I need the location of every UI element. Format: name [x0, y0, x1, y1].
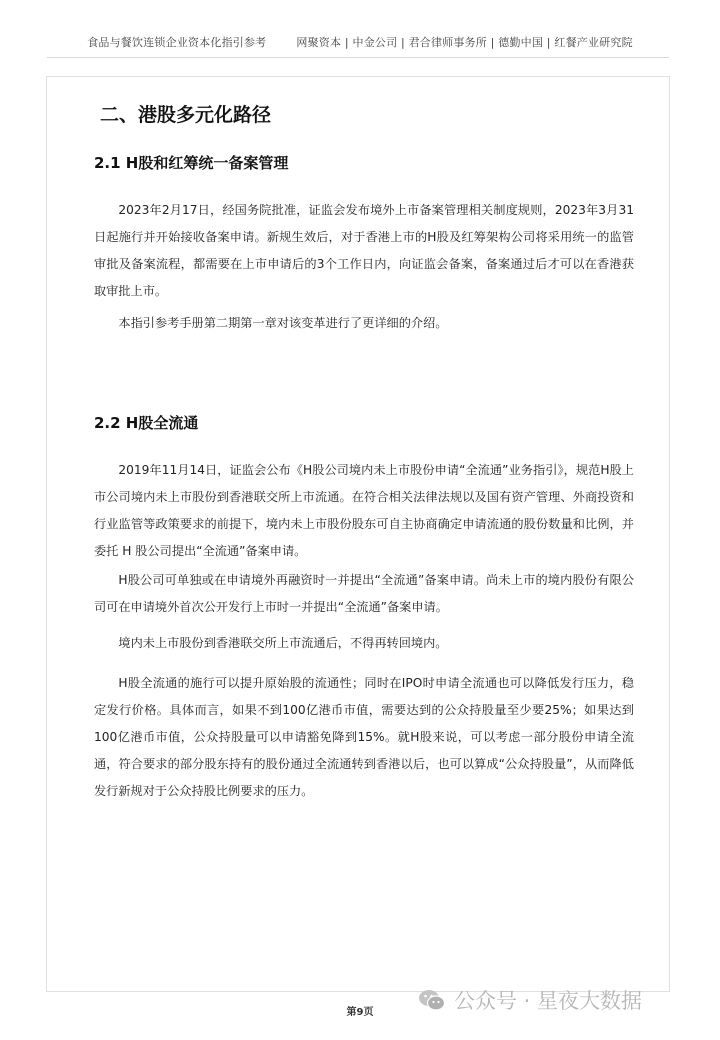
paragraph: 2019年11月14日，证监会公布《H股公司境内未上市股份申请“全流通”业务指引》，规范H股上市公司境内未上市股份到香港联交所上市流通。在符合相关法律法规以及国有资产管理、外商投资和行业监管等政策要求的前提下，境内未上市股份股东可自主协商确定申请流通的股份数量和比例，并委托 H 股公司提出“全流通”备案申请。 — [94, 463, 634, 558]
watermark-text: 公众号 · 星夜大数据 — [454, 989, 643, 1013]
paragraph: 境内未上市股份到香港联交所上市流通后，不得再转回境内。 — [118, 636, 448, 650]
watermark — [418, 985, 642, 1015]
paragraph: 本指引参考手册第二期第一章对该变革进行了更详细的介绍。 — [118, 316, 448, 330]
header-document-title: 食品与餐饮连锁企业资本化指引参考 — [87, 36, 267, 49]
page-header — [0, 34, 720, 50]
subsection-title-2-2: 2.2 H股全流通 — [94, 414, 199, 432]
paragraph: 2023年2月17日，经国务院批准，证监会发布境外上市备案管理相关制度规则，2023年3月31日起施行并开始接收备案申请。新规生效后，对于香港上市的H股及红筹架构公司将采用统一的监管审批及备案流程，都需要在上市申请后的3个工作日内，向证监会备案，备案通过后才可以在香港获取审批上市。 — [94, 203, 634, 298]
wechat-icon — [418, 988, 446, 1012]
paragraph: H股公司可单独或在申请境外再融资时一并提出“全流通”备案申请。尚未上市的境内股份有限公司可在申请境外首次公开发行上市时一并提出“全流通”备案申请。 — [94, 573, 634, 614]
section-title: 二、港股多元化路径 — [100, 104, 272, 126]
header-publishers: 网聚资本 | 中金公司 | 君合律师事务所 | 德勤中国 | 红餐产业研究院 — [296, 36, 633, 49]
subsection-title-2-1: 2.1 H股和红筹统一备案管理 — [94, 154, 289, 172]
paragraph: H股全流通的施行可以提升原始股的流通性；同时在IPO时申请全流通也可以降低发行压力，稳定发行价格。具体而言，如果不到100亿港币市值，需要达到的公众持股量至少要25%；如果达到100亿港币市值，公众持股量可以申请豁免降到15%。就H股来说，可以考虑一部分股份申请全流通，符合要求的部分股东持有的股份通过全流通转到香港以后，也可以算成“公众持股量”，从而降低发行新规对于公众持股比例要求的压力。 — [94, 676, 634, 798]
header-divider — [47, 57, 669, 58]
page-number: 第9页 — [346, 1007, 374, 1018]
